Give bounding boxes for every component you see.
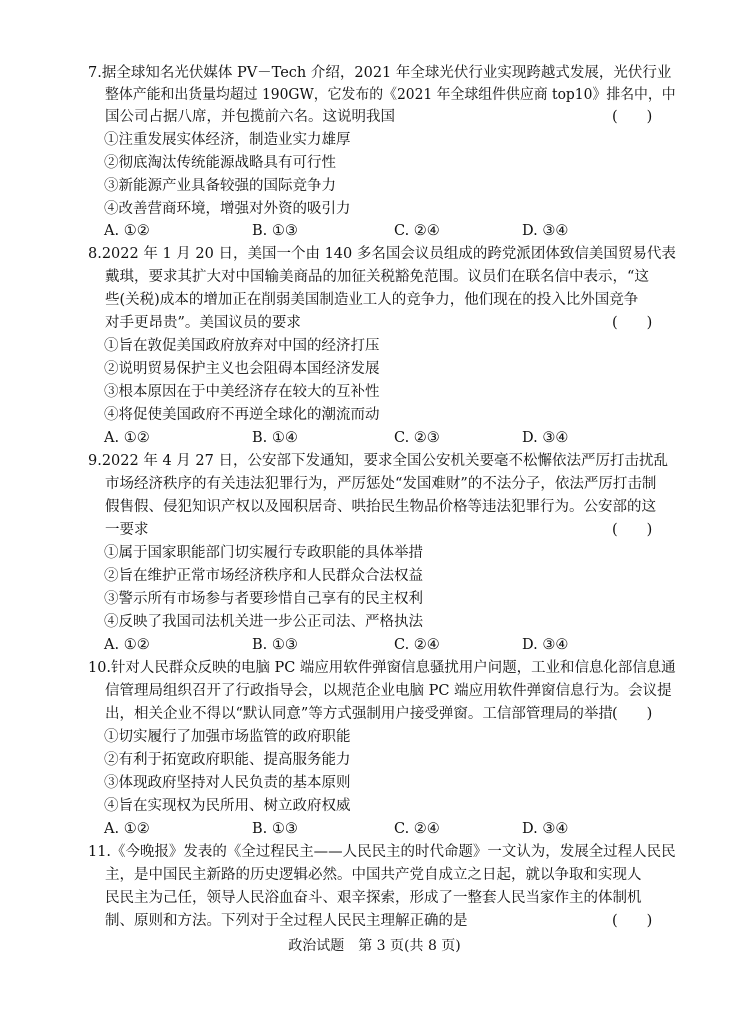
- question-9-choice-c: C. ②④: [394, 637, 440, 653]
- question-9-stem-line-1: 9.2022 年 4 月 27 日，公安部下发通知，要求全国公安机关要毫不松懈依法严厉打击扰乱: [88, 453, 668, 469]
- question-11-stem-line-2: 主，是中国民主新路的历史逻辑必然。中国共产党自成立之日起，就以争取和实现人: [105, 867, 642, 883]
- question-9-stem-line-3: 假售假、侵犯知识产权以及囤积居奇、哄抬民生物品价格等违法犯罪行为。公安部的这: [105, 499, 656, 515]
- question-10-choice-a: A. ①②: [104, 821, 150, 837]
- question-11-stem-line-3: 民民主为己任，领导人民浴血奋斗、艰辛探索，形成了一整套人民当家作主的体制机: [105, 890, 642, 906]
- question-8-choice-d: D. ③④: [522, 430, 569, 446]
- question-9-choice-d: D. ③④: [522, 637, 569, 653]
- question-9-choices: [104, 634, 664, 656]
- question-7-choice-b: B. ①③: [252, 223, 298, 239]
- question-8-stem-line-4: 对手更昂贵”。美国议员的要求: [105, 315, 301, 331]
- question-10-stem-line-1: 10.针对人民群众反映的电脑 PC 端应用软件弹窗信息骚扰用户问题，工业和信息化部信息通: [88, 660, 676, 676]
- question-8-stem-line-3: 些(关税)成本的增加正在削弱美国制造业工人的竞争力，他们现在的投入比外国竞争: [105, 292, 639, 308]
- question-8-stem-line-1: 8.2022 年 1 月 20 日，美国一个由 140 多名国会议员组成的跨党派团体致信美国贸易代表: [88, 246, 676, 262]
- question-8-option-1: ①旨在敦促美国政府放弃对中国的经济打压: [104, 338, 380, 354]
- question-10-option-4: ④旨在实现权为民所用、树立政府权威: [104, 798, 351, 814]
- question-10-answer-blank: ( ): [612, 706, 653, 722]
- question-7-option-3: ③新能源产业具备较强的国际竞争力: [104, 178, 336, 194]
- question-8-option-2: ②说明贸易保护主义也会阻碍本国经济发展: [104, 361, 380, 377]
- question-7-choices: [104, 220, 664, 242]
- question-8-option-4: ④将促使美国政府不再逆全球化的潮流而动: [104, 407, 380, 423]
- question-10-stem-line-2: 信管理局组织召开了行政指导会，以规范企业电脑 PC 端应用软件弹窗信息行为。会议提: [105, 683, 672, 699]
- question-7-option-1: ①注重发展实体经济，制造业实力雄厚: [104, 132, 351, 148]
- question-7-choice-d: D. ③④: [522, 223, 569, 239]
- question-10-choice-b: B. ①③: [252, 821, 298, 837]
- question-10-option-1: ①切实履行了加强市场监管的政府职能: [104, 729, 351, 745]
- question-9-stem-line-4: 一要求: [105, 522, 149, 538]
- question-7-choice-c: C. ②④: [394, 223, 440, 239]
- question-7-stem-line-3: 国公司占据八席，并包揽前六名。这说明我国: [105, 109, 395, 125]
- question-9-option-1: ①属于国家职能部门切实履行专政职能的具体举措: [104, 545, 423, 561]
- question-7-option-4: ④改善营商环境，增强对外资的吸引力: [104, 201, 351, 217]
- question-8-choices: [104, 427, 664, 449]
- question-9-choice-a: A. ①②: [104, 637, 150, 653]
- question-10-choice-d: D. ③④: [522, 821, 569, 837]
- question-7-choice-a: A. ①②: [104, 223, 150, 239]
- question-8-choice-c: C. ②③: [394, 430, 440, 446]
- question-7-stem-line-1: 7.据全球知名光伏媒体 PV－Tech 介绍，2021 年全球光伏行业实现跨越式发展，光伏行业: [88, 65, 672, 81]
- question-8-choice-a: A. ①②: [104, 430, 150, 446]
- question-10-option-3: ③体现政府坚持对人民负责的基本原则: [104, 775, 351, 791]
- question-11-answer-blank: ( ): [612, 913, 653, 929]
- question-9-answer-blank: ( ): [612, 522, 653, 538]
- question-9-stem-line-2: 市场经济秩序的有关违法犯罪行为，严厉惩处“发国难财”的不法分子，依法严厉打击制: [105, 476, 657, 492]
- question-9-choice-b: B. ①③: [252, 637, 298, 653]
- question-7-stem-line-2: 整体产能和出货量均超过 190GW，它发布的《2021 年全球组件供应商 top10》排名中，中: [105, 87, 676, 103]
- question-8-stem-line-2: 戴琪，要求其扩大对中国输美商品的加征关税豁免范围。议员们在联名信中表示，“这: [105, 269, 649, 285]
- question-10-option-2: ②有利于拓宽政府职能、提高服务能力: [104, 752, 351, 768]
- question-11-stem-line-1: 11.《今晚报》发表的《全过程民主——人民民主的时代命题》一文认为，发展全过程人民民: [88, 844, 676, 860]
- page-footer: 政治试题 第 3 页(共 8 页): [288, 938, 461, 954]
- question-10-stem-line-3: 出，相关企业不得以“默认同意”等方式强制用户接受弹窗。工信部管理局的举措: [105, 706, 613, 722]
- question-11-stem-line-4: 制、原则和方法。下列对于全过程人民民主理解正确的是: [105, 913, 468, 929]
- question-10-choices: [104, 818, 664, 840]
- question-8-answer-blank: ( ): [612, 315, 653, 331]
- question-7-answer-blank: ( ): [612, 109, 653, 125]
- question-9-option-3: ③警示所有市场参与者要珍惜自己享有的民主权利: [104, 591, 423, 607]
- question-9-option-2: ②旨在维护正常市场经济秩序和人民群众合法权益: [104, 568, 423, 584]
- question-9-option-4: ④反映了我国司法机关进一步公正司法、严格执法: [104, 614, 423, 630]
- question-8-option-3: ③根本原因在于中美经济存在较大的互补性: [104, 384, 380, 400]
- question-10-choice-c: C. ②④: [394, 821, 440, 837]
- question-8-choice-b: B. ①④: [252, 430, 298, 446]
- question-7-option-2: ②彻底淘汰传统能源战略具有可行性: [104, 155, 336, 171]
